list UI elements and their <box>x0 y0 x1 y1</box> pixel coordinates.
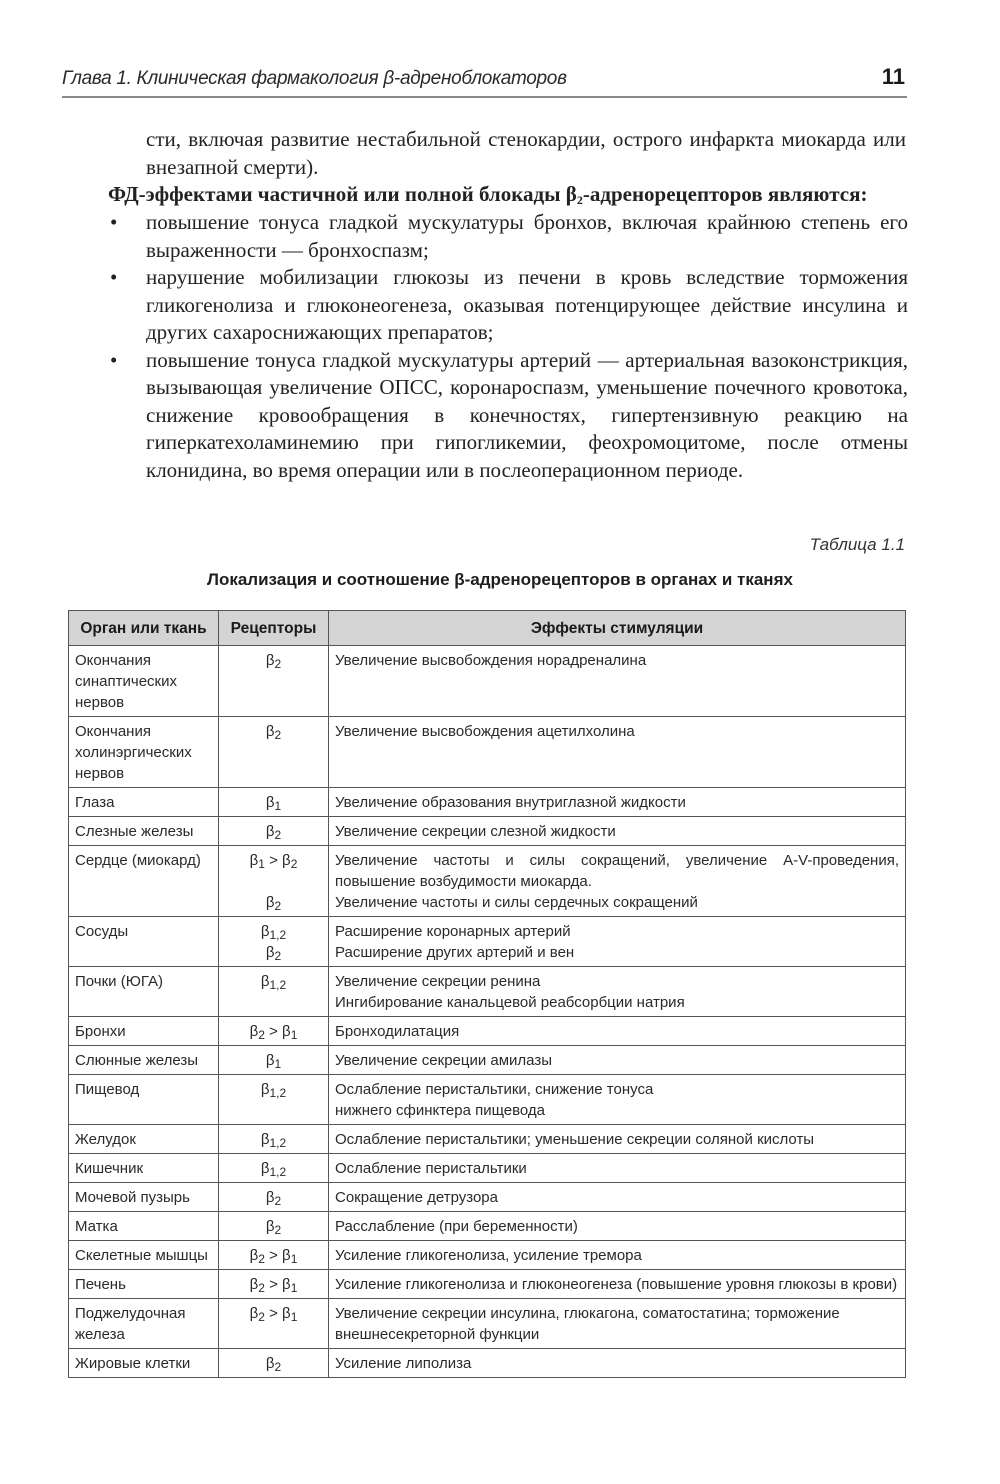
bullet-item: • нарушение мобилизации глюкозы из печени в кровь вследствие торможения гликогенолиза и глюконеогенеза, оказывая потенцирующее действие инсулина и других сахароснижающих препаратов; <box>110 265 908 344</box>
effect-text: Увеличение частоты и силы сокращений, увеличение A-V-проведения, повышение возбудимости миокарда. <box>335 852 899 890</box>
organ-cell: Скелетные мышцы <box>69 1241 219 1270</box>
effect-text: Усиление липолиза <box>335 1355 472 1372</box>
effect-text: Расслабление (при беременности) <box>335 1218 578 1235</box>
continued-paragraph: сти, включая развитие нестабильной стенокардии, острого инфаркта миокарда или внезапной смерти). <box>146 127 906 179</box>
effects-cell <box>329 1154 906 1183</box>
receptor-cell <box>219 1046 329 1075</box>
effect-text: Увеличение высвобождения ацетилхолина <box>335 723 635 740</box>
receptor-cell <box>219 1154 329 1183</box>
effect-text: Бронходилатация <box>335 1023 460 1040</box>
table-row <box>69 1183 906 1212</box>
lead-subscript: 2 <box>576 193 583 207</box>
effects-cell <box>329 1212 906 1241</box>
effect-text: Увеличение образования внутриглазной жидкости <box>335 794 686 811</box>
receptor-value: $\beta_2$ <box>265 1189 282 1208</box>
organ-cell: Мочевой пузырь <box>69 1183 219 1212</box>
organ-cell: Желудок <box>69 1125 219 1154</box>
table-row <box>69 1299 906 1349</box>
effects-cell <box>329 1046 906 1075</box>
effect-text: Увеличение секреции ренина <box>335 973 541 990</box>
effect-text: Увеличение секреции слезной жидкости <box>335 823 616 840</box>
effects-cell <box>329 1183 906 1212</box>
effects-cell <box>329 1299 906 1349</box>
table-row <box>69 846 906 917</box>
receptor-cell <box>219 1212 329 1241</box>
effects-bullet-list <box>108 209 908 484</box>
lead-text-tail: -адренорецепторов являются: <box>582 182 868 206</box>
receptor-cell <box>219 1349 329 1378</box>
receptor-table <box>68 610 906 1378</box>
column-header-effects: Эффекты стимуляции <box>329 611 906 646</box>
table-row <box>69 967 906 1017</box>
effect-text: Сокращение детрузора <box>335 1189 498 1206</box>
receptor-value: $\beta_2$ <box>265 944 282 963</box>
running-header <box>62 64 907 98</box>
table-row <box>69 1017 906 1046</box>
table-row <box>69 788 906 817</box>
bullet-icon: • <box>110 210 118 234</box>
receptor-value: $\beta_2 > \beta_1$ <box>249 1276 298 1295</box>
organ-cell: Глаза <box>69 788 219 817</box>
receptor-cell <box>219 917 329 967</box>
receptor-value: $\beta_2$ <box>265 894 282 913</box>
chapter-title: Глава 1. Клиническая фармакология β-адреноблокаторов <box>62 68 567 89</box>
table-header-row <box>69 611 906 646</box>
receptor-value: $\beta_{1,2}$ <box>260 1160 287 1179</box>
receptor-cell <box>219 1299 329 1349</box>
receptor-value: $\beta_2$ <box>265 823 282 842</box>
organ-cell: Бронхи <box>69 1017 219 1046</box>
table-title: Локализация и соотношение β-адренорецепторов в органах и тканях <box>207 570 793 589</box>
effect-text: Ингибирование канальцевой реабсорбции натрия <box>335 994 685 1011</box>
table-row <box>69 917 906 967</box>
receptor-value: $\beta_1$ <box>265 794 282 813</box>
table-row <box>69 717 906 788</box>
effects-cell <box>329 1270 906 1299</box>
table-row <box>69 817 906 846</box>
column-header-organ: Орган или ткань <box>69 611 219 646</box>
effects-cell <box>329 1017 906 1046</box>
effect-text: Ослабление перистальтики, снижение тонуса <box>335 1081 654 1098</box>
receptor-cell <box>219 788 329 817</box>
organ-cell: Матка <box>69 1212 219 1241</box>
table-row <box>69 1212 906 1241</box>
receptor-cell <box>219 717 329 788</box>
receptor-value: $\beta_{1,2}$ <box>260 973 287 992</box>
organ-cell: Печень <box>69 1270 219 1299</box>
receptor-value: $\beta_2$ <box>265 723 282 742</box>
effects-cell <box>329 967 906 1017</box>
receptor-value: $\beta_2$ <box>265 1355 282 1374</box>
receptor-value: $\beta_2 > \beta_1$ <box>249 1305 298 1324</box>
receptor-cell <box>219 1183 329 1212</box>
effect-text: Увеличение частоты и силы сердечных сокращений <box>335 894 698 911</box>
receptor-cell <box>219 817 329 846</box>
organ-cell: Поджелудочная железа <box>69 1299 219 1349</box>
effect-text: Увеличение высвобождения норадреналина <box>335 652 647 669</box>
table-row <box>69 1046 906 1075</box>
receptor-value: $\beta_2 > \beta_1$ <box>249 1023 298 1042</box>
effect-text: Расширение коронарных артерий <box>335 923 571 940</box>
effect-text: Увеличение секреции амилазы <box>335 1052 553 1069</box>
receptor-cell <box>219 967 329 1017</box>
effects-cell <box>329 1075 906 1125</box>
organ-cell: Окончания холинэргических нервов <box>69 717 219 788</box>
effect-text: Усиление гликогенолиза, усиление тремора <box>335 1247 642 1264</box>
effects-cell <box>329 717 906 788</box>
receptor-cell <box>219 1075 329 1125</box>
receptor-cell <box>219 1125 329 1154</box>
effects-cell <box>329 917 906 967</box>
effects-cell <box>329 1125 906 1154</box>
receptor-value: $\beta_{1,2}$ <box>260 1131 287 1150</box>
table-row <box>69 1154 906 1183</box>
effects-cell <box>329 646 906 717</box>
receptor-value: $\beta_2 > \beta_1$ <box>249 1247 298 1266</box>
table-row <box>69 1270 906 1299</box>
receptor-value: $\beta_2$ <box>265 652 282 671</box>
receptor-cell <box>219 1017 329 1046</box>
bullet-icon: • <box>110 265 118 289</box>
effect-text: нижнего сфинктера пищевода <box>335 1102 546 1119</box>
receptor-value: $\beta_1 > \beta_2$ <box>249 852 298 871</box>
organ-cell: Пищевод <box>69 1075 219 1125</box>
table-row <box>69 1125 906 1154</box>
column-header-receptors: Рецепторы <box>219 611 329 646</box>
organ-cell: Кишечник <box>69 1154 219 1183</box>
receptor-cell <box>219 1270 329 1299</box>
table-label: Таблица 1.1 <box>809 535 905 554</box>
lead-sentence <box>108 181 908 209</box>
receptor-value: $\beta_{1,2}$ <box>260 1081 287 1100</box>
receptor-cell <box>219 1241 329 1270</box>
effect-text: Ослабление перистальтики; уменьшение секреции соляной кислоты <box>335 1131 815 1148</box>
receptor-cell <box>219 646 329 717</box>
receptor-cell <box>219 846 329 917</box>
table-row <box>69 1241 906 1270</box>
organ-cell: Жировые клетки <box>69 1349 219 1378</box>
effect-text: Усиление гликогенолиза и глюконеогенеза (повышение уровня глюкозы в крови) <box>335 1276 898 1293</box>
bullet-icon: • <box>110 347 118 372</box>
effects-cell <box>329 846 906 917</box>
bullet-item: • повышение тонуса гладкой мускулатуры бронхов, включая крайнюю степень его выраженности — бронхоспазм; <box>110 210 908 262</box>
table-row <box>69 646 906 717</box>
organ-cell: Сосуды <box>69 917 219 967</box>
effects-cell <box>329 1241 906 1270</box>
organ-cell: Окончания синаптических нервов <box>69 646 219 717</box>
effect-text: Расширение других артерий и вен <box>335 944 575 961</box>
effects-cell <box>329 817 906 846</box>
table-row <box>69 1349 906 1378</box>
receptor-value: $\beta_1$ <box>265 1052 282 1071</box>
table-body <box>69 646 906 1378</box>
organ-cell: Почки (ЮГА) <box>69 967 219 1017</box>
receptor-value: $\beta_{1,2}$ <box>260 923 287 942</box>
table-row <box>69 1075 906 1125</box>
receptor-value: $\beta_2$ <box>265 1218 282 1237</box>
lead-text: ФД-эффектами частичной или полной блокады β <box>108 182 577 206</box>
organ-cell: Сердце (миокард) <box>69 846 219 917</box>
effect-text: Увеличение секреции инсулина, глюкагона, соматостатина; торможение внешнесекреторной функции <box>335 1305 840 1343</box>
organ-cell: Слезные железы <box>69 817 219 846</box>
effects-cell <box>329 788 906 817</box>
organ-cell: Слюнные железы <box>69 1046 219 1075</box>
page-number: 11 <box>881 64 905 89</box>
effects-cell <box>329 1349 906 1378</box>
effect-text: Ослабление перистальтики <box>335 1160 527 1177</box>
bullet-item: • повышение тонуса гладкой мускулатуры артерий — артериальная вазоконстрикция, вызывающая увеличение ОПСС, коронароспазм, уменьшение почечного кровотока, снижение кровообращения в конечностях, гипертензивную реакцию на гиперкатехоламинемию при гипогликемии, феохромоцитоме, после отмены клонидина, во время операции или в послеоперационном периоде. <box>110 347 908 482</box>
